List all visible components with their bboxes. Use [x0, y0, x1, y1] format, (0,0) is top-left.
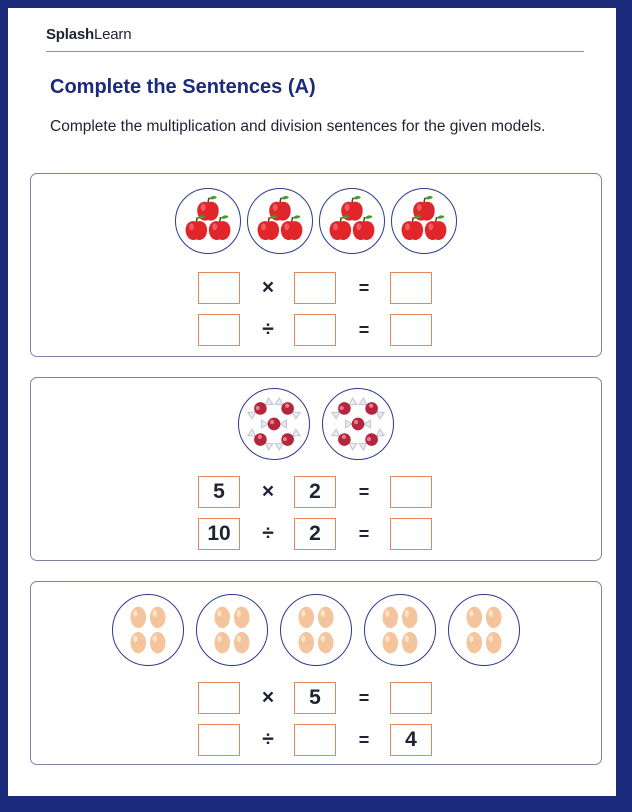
egg-group — [280, 594, 352, 666]
answer-box[interactable] — [390, 272, 432, 304]
egg-icon — [365, 595, 435, 665]
egg-icon — [281, 595, 351, 665]
times-sign: × — [261, 276, 275, 299]
answer-box[interactable]: 4 — [390, 724, 432, 756]
header-divider — [46, 51, 584, 52]
egg-group — [112, 594, 184, 666]
answer-box[interactable] — [198, 682, 240, 714]
divide-sign: ÷ — [262, 728, 274, 751]
answer-box[interactable] — [294, 272, 336, 304]
apple-icon — [392, 189, 456, 253]
answer-box[interactable]: 5 — [198, 476, 240, 508]
answer-box[interactable] — [294, 724, 336, 756]
answer-box[interactable]: 10 — [198, 518, 240, 550]
egg-icon — [113, 595, 183, 665]
egg-group — [196, 594, 268, 666]
apple-icon — [248, 189, 312, 253]
candy-icon — [239, 389, 309, 459]
apple-group — [391, 188, 457, 254]
answer-box[interactable] — [198, 314, 240, 346]
answer-box[interactable]: 5 — [294, 682, 336, 714]
apple-group — [319, 188, 385, 254]
candy-group — [322, 388, 394, 460]
equals-sign: = — [358, 320, 370, 340]
equals-sign: = — [358, 278, 370, 298]
problem-card-1 — [30, 173, 602, 357]
problem-card-2 — [30, 377, 602, 561]
apple-icon — [176, 189, 240, 253]
egg-group — [448, 594, 520, 666]
equals-sign: = — [358, 524, 370, 544]
egg-group — [364, 594, 436, 666]
egg-icon — [197, 595, 267, 665]
answer-box[interactable] — [294, 314, 336, 346]
answer-box[interactable] — [390, 682, 432, 714]
answer-box[interactable] — [390, 518, 432, 550]
equals-sign: = — [358, 730, 370, 750]
apple-group — [247, 188, 313, 254]
times-sign: × — [261, 686, 275, 709]
candy-icon — [323, 389, 393, 459]
times-sign: × — [261, 480, 275, 503]
divide-sign: ÷ — [262, 318, 274, 341]
answer-box[interactable]: 2 — [294, 518, 336, 550]
answer-box[interactable] — [198, 272, 240, 304]
answer-box[interactable]: 2 — [294, 476, 336, 508]
apple-group — [175, 188, 241, 254]
answer-box[interactable] — [390, 476, 432, 508]
egg-icon — [449, 595, 519, 665]
divide-sign: ÷ — [262, 522, 274, 545]
answer-box[interactable] — [198, 724, 240, 756]
apple-icon — [320, 189, 384, 253]
brand-logo: SplashLearn — [46, 26, 132, 43]
equals-sign: = — [358, 482, 370, 502]
worksheet-title: Complete the Sentences (A) — [50, 76, 316, 98]
worksheet-page — [8, 8, 616, 796]
answer-box[interactable] — [390, 314, 432, 346]
instructions-text: Complete the multiplication and division sentences for the given models. — [50, 118, 546, 135]
candy-group — [238, 388, 310, 460]
problem-card-3 — [30, 581, 602, 765]
equals-sign: = — [358, 688, 370, 708]
